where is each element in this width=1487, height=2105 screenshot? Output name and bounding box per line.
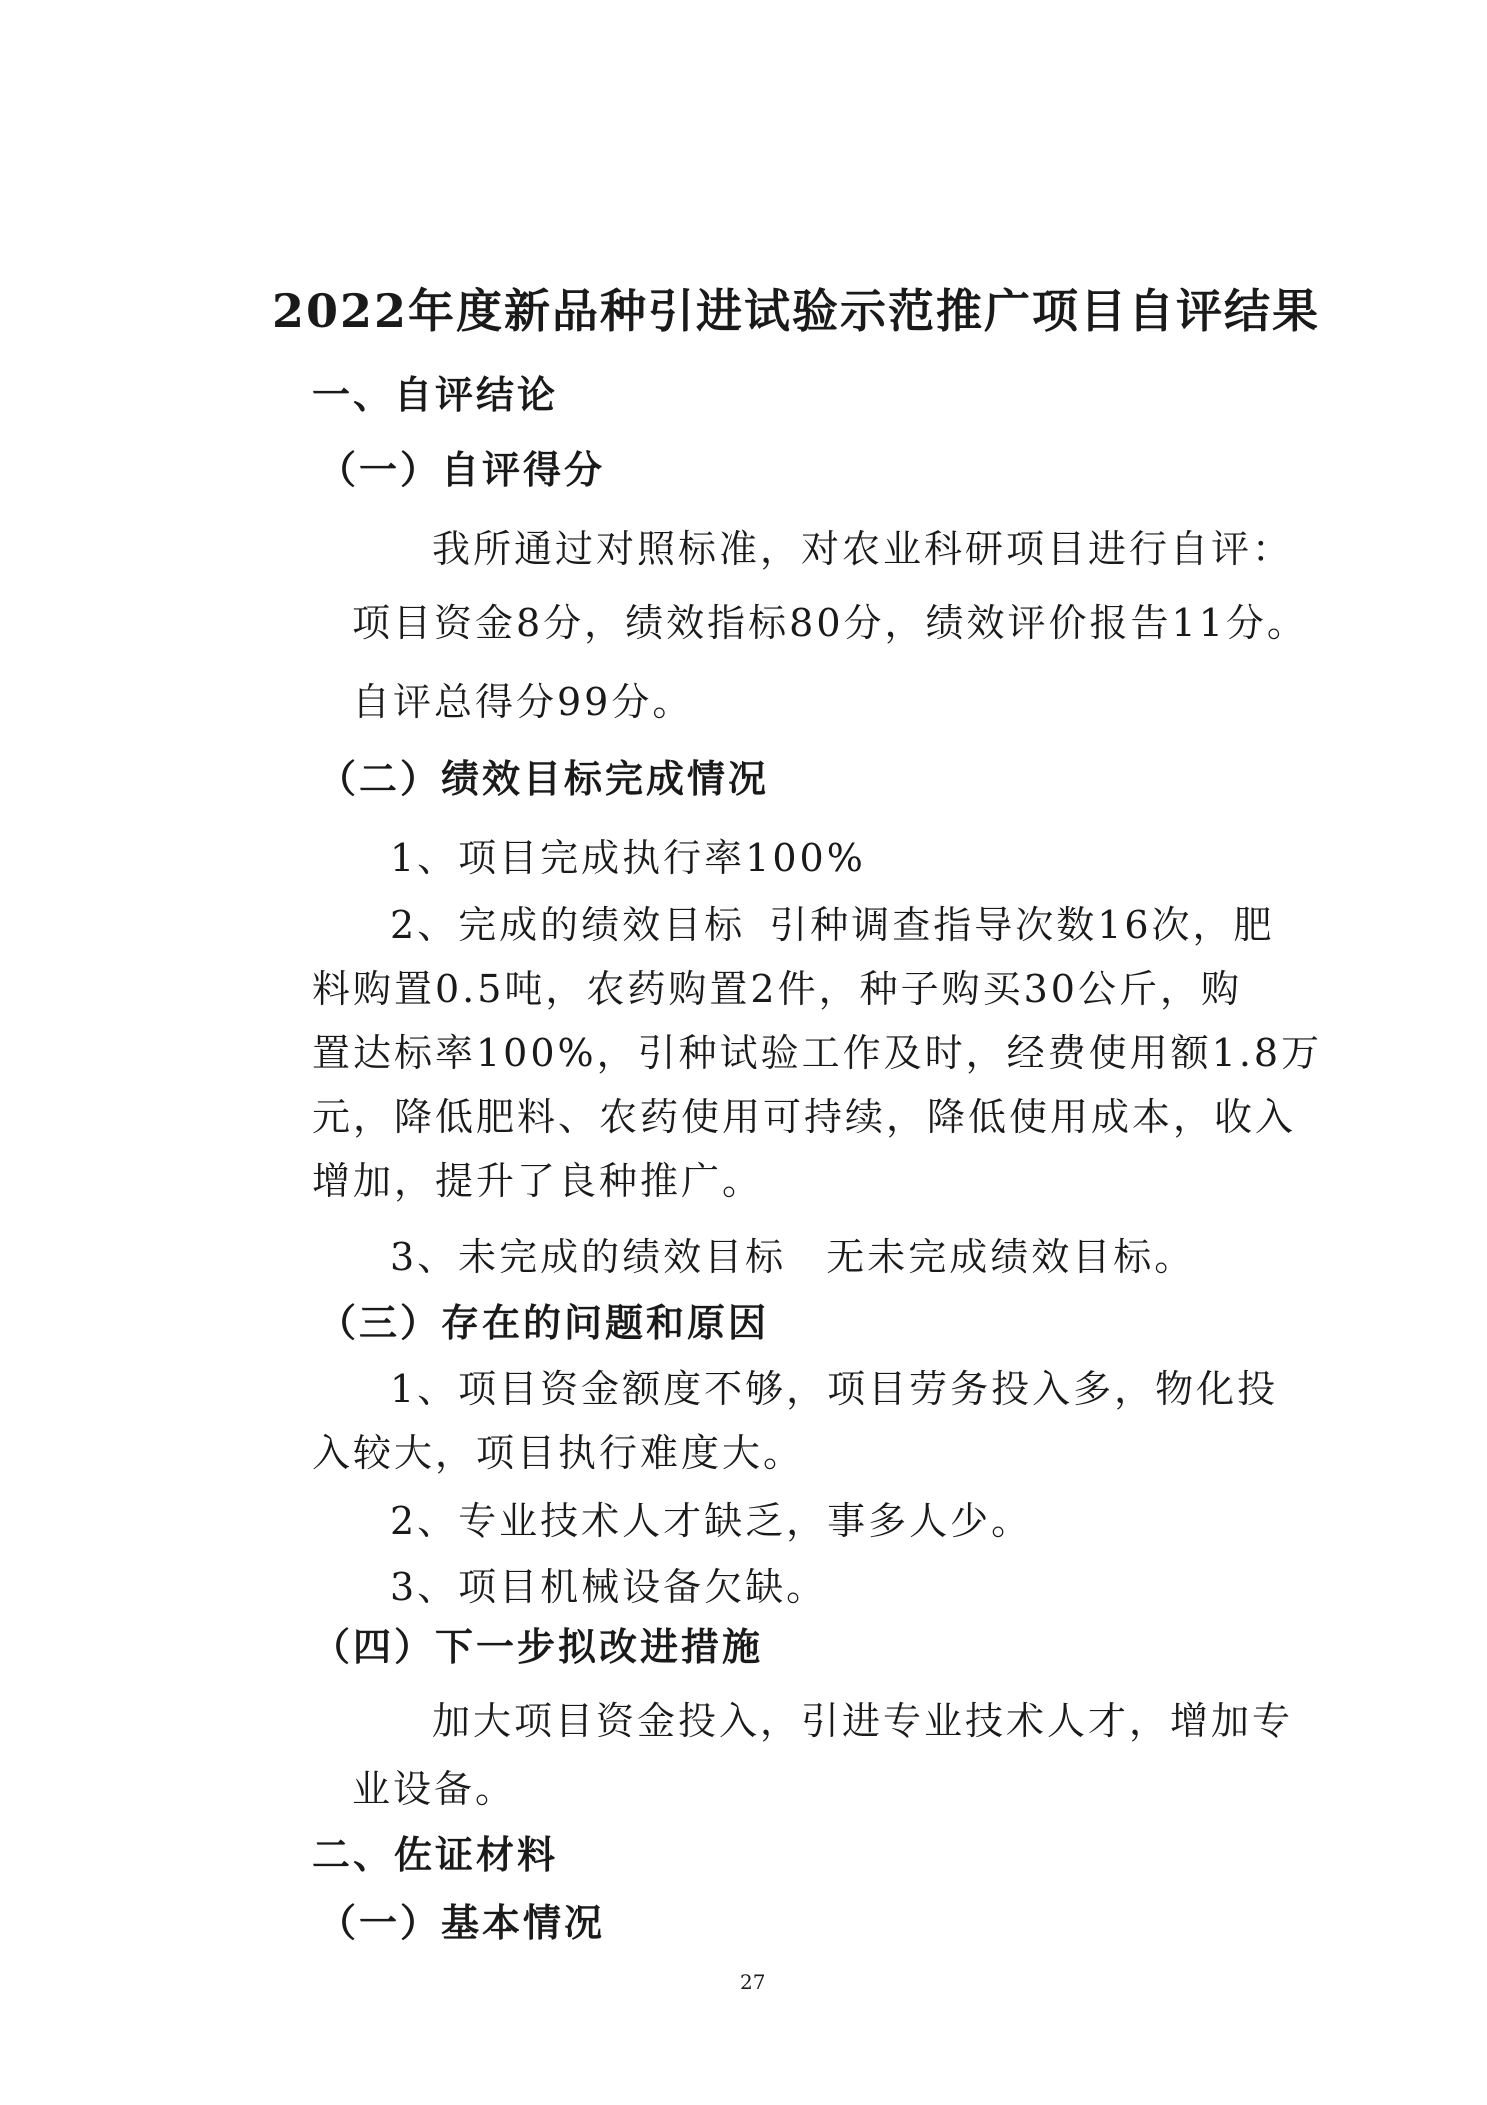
sub3-item-3: 3、项目机械设备欠缺。 <box>390 1565 828 1609</box>
sub2-item-2-text: 引种调查指导次数16次，肥 <box>769 903 1275 947</box>
sub3-item-1-line-2: 入较大，项目执行难度大。 <box>312 1431 805 1475</box>
sub4-line-1: 加大项目资金投入，引进专业技术人才，增加专 <box>432 1699 1294 1743</box>
sub2-heading: （二）绩效目标完成情况 <box>318 756 770 801</box>
sub3-heading: （三）存在的问题和原因 <box>318 1300 770 1345</box>
sub2-item-2-line-4: 元，降低肥料、农药使用可持续，降低使用成本，收入 <box>312 1095 1297 1139</box>
sub2-item-2-line-5: 增加，提升了良种推广。 <box>312 1159 764 1203</box>
section2-heading: 二、佐证材料 <box>312 1832 559 1877</box>
sub1-heading: （一）自评得分 <box>318 447 606 492</box>
document-title: 2022年度新品种引进试验示范推广项目自评结果 <box>272 284 1321 338</box>
sub2-item-3-text: 无未完成绩效目标。 <box>826 1235 1196 1279</box>
sub2-item-2-first-line <box>390 900 1275 950</box>
sub2-item-3 <box>390 1232 1195 1282</box>
sub2-item-2-line-3: 置达标率100%，引种试验工作及时，经费使用额1.8万 <box>312 1031 1323 1075</box>
sub2-item-3-label: 3、未完成的绩效目标 <box>390 1235 787 1279</box>
section2-sub1-heading: （一）基本情况 <box>318 1900 606 1945</box>
sub3-item-2: 2、专业技术人才缺乏，事多人少。 <box>390 1499 1033 1543</box>
sub2-item-1: 1、项目完成执行率100% <box>390 836 866 880</box>
sub2-item-2-line-2: 料购置0.5吨，农药购置2件，种子购买30公斤，购 <box>312 967 1242 1011</box>
sub1-line-2: 项目资金8分，绩效指标80分，绩效评价报告11分。 <box>352 601 1308 645</box>
sub1-line-1: 我所通过对照标准，对农业科研项目进行自评： <box>432 527 1294 571</box>
page-number: 27 <box>740 1970 766 1994</box>
section1-heading: 一、自评结论 <box>312 372 559 417</box>
sub4-line-2: 业设备。 <box>352 1767 517 1811</box>
sub2-item-2-label: 2、完成的绩效目标 <box>390 903 746 947</box>
sub4-heading: （四）下一步拟改进措施 <box>312 1624 764 1669</box>
sub1-line-3: 自评总得分99分。 <box>352 680 694 724</box>
sub3-item-1-line-1: 1、项目资金额度不够，项目劳务投入多，物化投 <box>390 1367 1279 1411</box>
